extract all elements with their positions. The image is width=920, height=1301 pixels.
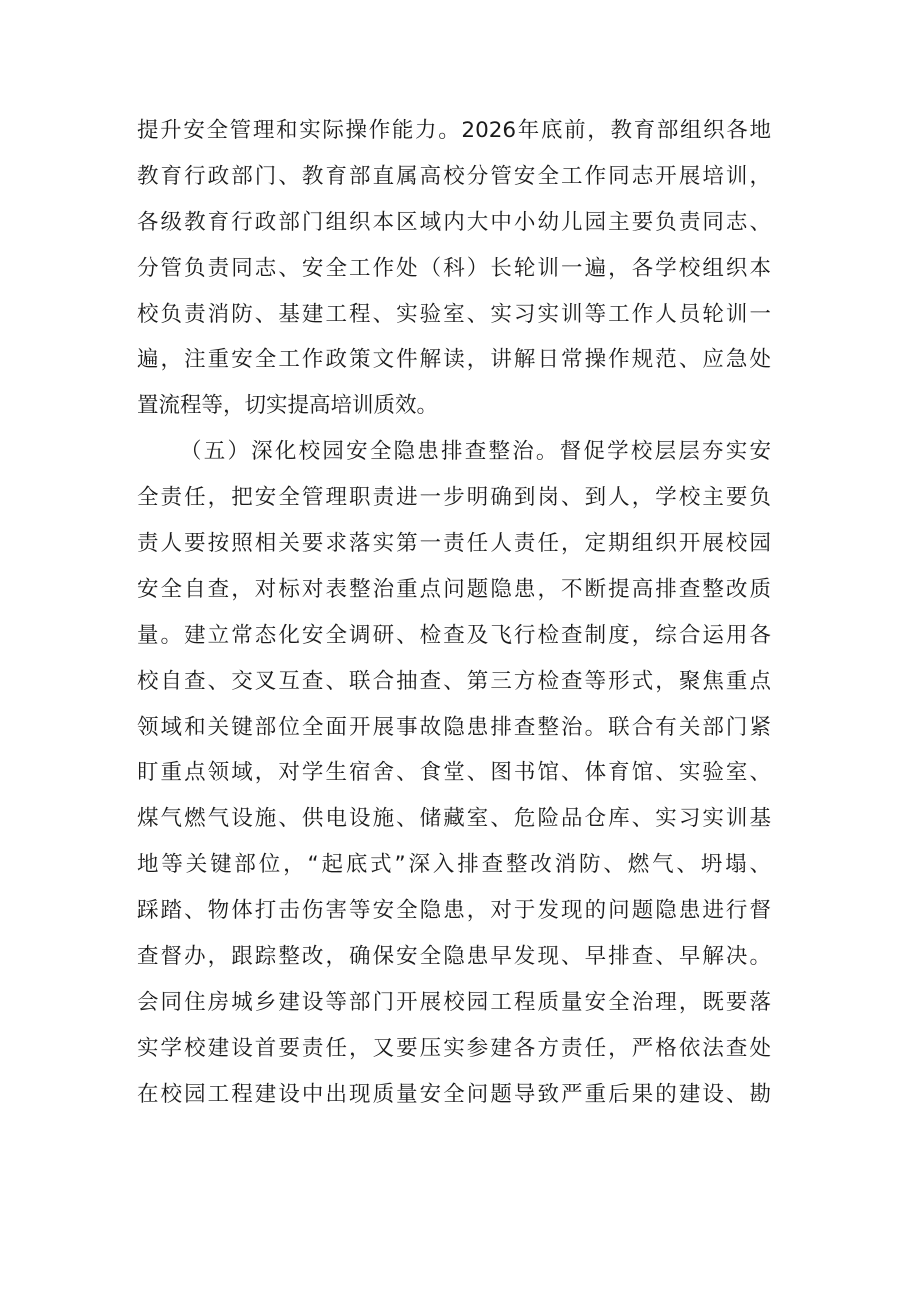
- text-line: 校负责消防、基建工程、实验室、实习实训等工作人员轮训一: [137, 301, 771, 327]
- text-line: 遍，注重安全工作政策文件解读，讲解日常操作规范、应急处: [137, 347, 771, 373]
- text-line: 教育行政部门、教育部直属高校分管安全工作同志开展培训，: [137, 163, 771, 189]
- text-line: 安全自查，对标对表整治重点问题隐患，不断提高排查整改质: [137, 576, 771, 602]
- text-line: 置流程等，切实提高培训质效。: [137, 393, 439, 419]
- section-heading-line: （五）深化校园安全隐患排查整治。督促学校层层夯实安: [180, 439, 771, 465]
- text-line: 在校园工程建设中出现质量安全问题导致严重后果的建设、勘: [137, 1081, 771, 1107]
- text-line: 分管负责同志、安全工作处（科）长轮训一遍，各学校组织本: [137, 255, 771, 281]
- text-line: 盯重点领域，对学生宿舍、食堂、图书馆、体育馆、实验室、: [137, 760, 771, 786]
- text-line: 会同住房城乡建设等部门开展校园工程质量安全治理，既要落: [137, 989, 771, 1015]
- text-line: 全责任，把安全管理职责进一步明确到岗、到人，学校主要负: [137, 485, 771, 511]
- text-line: 责人要按照相关要求落实第一责任人责任，定期组织开展校园: [137, 531, 771, 557]
- text-line: 量。建立常态化安全调研、检查及飞行检查制度，综合运用各: [137, 622, 771, 648]
- text-line: 实学校建设首要责任，又要压实参建各方责任，严格依法查处: [137, 1035, 771, 1061]
- text-line: 查督办，跟踪整改，确保安全隐患早发现、早排查、早解决。: [137, 944, 771, 970]
- text-line: 提升安全管理和实际操作能力。2026年底前，教育部组织各地: [137, 118, 771, 143]
- text-line: 踩踏、物体打击伤害等安全隐患，对于发现的问题隐患进行督: [137, 898, 771, 924]
- text-line: 各级教育行政部门组织本区域内大中小幼儿园主要负责同志、: [137, 209, 771, 235]
- text-line: 地等关键部位，“起底式”深入排查整改消防、燃气、坍塌、: [137, 852, 771, 878]
- text-line: 校自查、交叉互查、联合抽查、第三方检查等形式，聚焦重点: [137, 668, 771, 694]
- text-line: 领域和关键部位全面开展事故隐患排查整治。联合有关部门紧: [137, 714, 771, 740]
- text-line: 煤气燃气设施、供电设施、储藏室、危险品仓库、实习实训基: [137, 806, 771, 832]
- document-body: [137, 108, 771, 1118]
